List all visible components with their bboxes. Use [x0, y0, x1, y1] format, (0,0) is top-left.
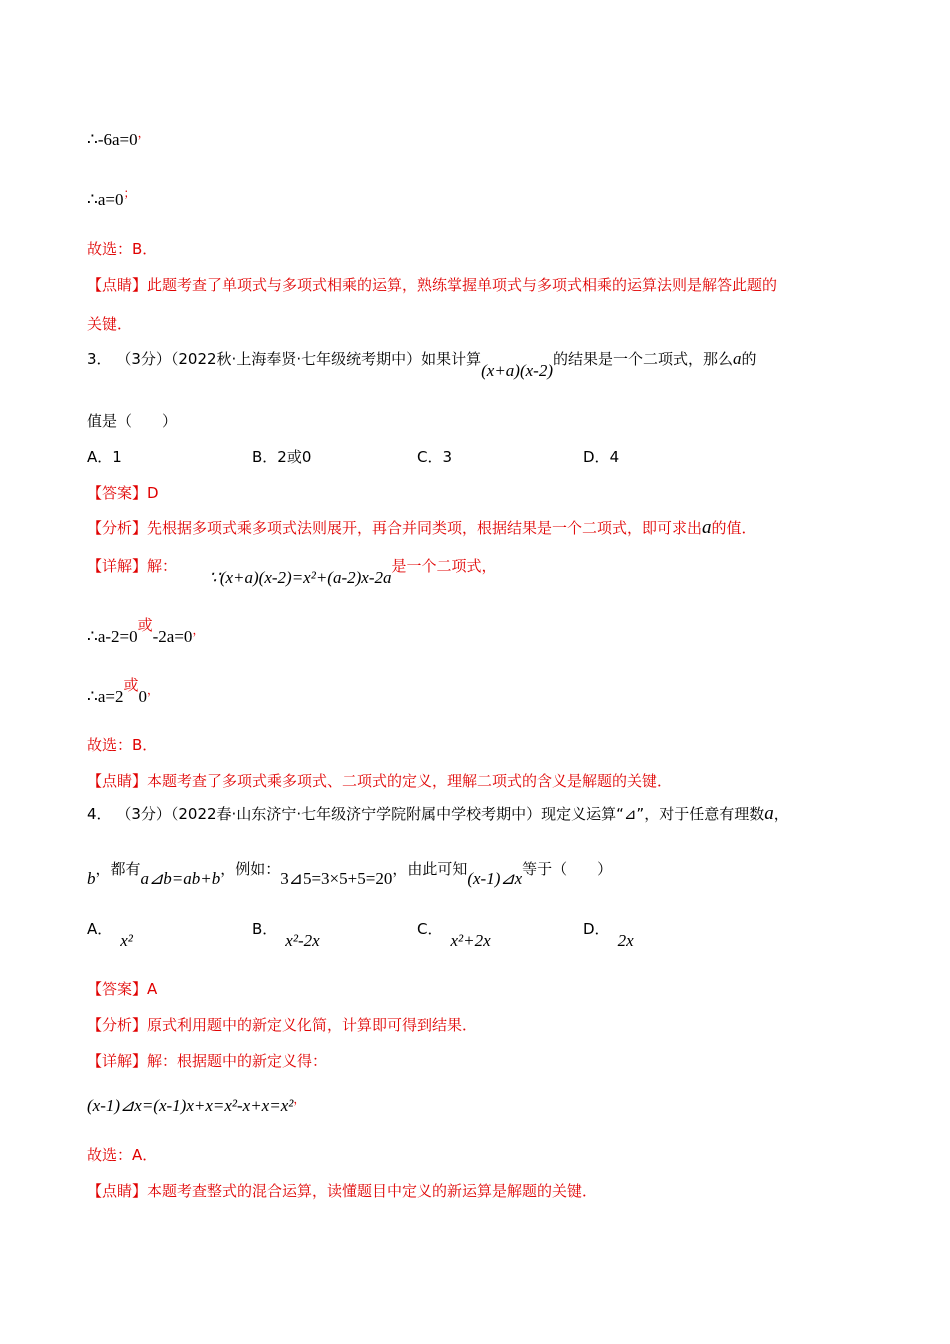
detail-text: 是一个二项式，	[391, 557, 497, 575]
detail-text: 解：	[147, 557, 178, 575]
stem-text: ，都有	[95, 860, 141, 878]
analysis-text: 的值．	[711, 519, 757, 537]
question-score: （3分）	[116, 350, 171, 368]
analysis-tag: 【分析】	[87, 1016, 148, 1034]
stem-text: 的结果是一个二项式，那么	[552, 350, 733, 368]
choose-line: 故选：A．	[87, 1146, 158, 1164]
choose-line: 故选：B．	[87, 736, 158, 754]
comment-line	[87, 770, 672, 791]
punct: ，	[146, 683, 159, 697]
comment-text: 此题考查了单项式与多项式相乘的运算，熟练掌握单项式与多项式相乘的运算法则是解答此题的	[147, 276, 778, 294]
step-line-1	[87, 126, 150, 150]
comment-line	[87, 274, 777, 295]
option-b[interactable]: B．x²-2x	[252, 920, 320, 950]
math-expression: ∴a-2=0	[87, 627, 138, 646]
stem-text: ，	[773, 805, 789, 823]
analysis-line	[87, 1014, 477, 1035]
variable: a	[764, 803, 774, 824]
analysis-text: 先根据多项式乘多项式法则展开，再合并同类项，根据结果是一个二项式，即可求出	[147, 519, 703, 537]
math-expression: 0	[138, 687, 147, 706]
question-number: 3．	[87, 350, 112, 368]
choose-line: 故选：B．	[87, 240, 158, 258]
answer-line	[87, 978, 157, 999]
step-line-4	[87, 676, 159, 707]
question-3-stem	[87, 348, 757, 380]
variable: a	[702, 517, 712, 538]
math-expression: ∴a=0	[87, 190, 124, 209]
detail-tag: 【详解】	[87, 557, 148, 575]
punct: ，	[192, 623, 205, 637]
option-c[interactable]: C．3	[417, 448, 453, 466]
answer-value: D	[147, 484, 159, 502]
math-expression: -2a=0	[152, 627, 193, 646]
comment-tag: 【点睛】	[87, 1182, 148, 1200]
comment-text: 本题考查了多项式乘多项式、二项式的定义，理解二项式的含义是解题的关键．	[147, 772, 673, 790]
math-expression: ∴-6a=0	[87, 130, 138, 149]
option-d[interactable]: D．4	[583, 448, 620, 466]
math-expression: 3⊿5=3×5+5=20	[280, 869, 393, 888]
variable: b	[87, 869, 96, 888]
detail-line	[87, 1050, 327, 1071]
option-b[interactable]: B．2或0	[252, 448, 312, 466]
math-expression: ∵(x+a)(x-2)=x²+(a-2)x-2a	[209, 568, 392, 587]
option-a[interactable]: A．x²	[87, 920, 133, 950]
comment-tag: 【点睛】	[87, 772, 148, 790]
math-expression: (x-1)⊿x=(x-1)x+x=x²-x+x=x²	[87, 1096, 294, 1115]
answer-tag: 【答案】	[87, 484, 148, 502]
answer-line	[87, 482, 159, 503]
stem-text: 现定义运算“⊿”，对于任意有理数	[541, 805, 765, 823]
punct: ；	[123, 186, 136, 200]
comment-line	[87, 1180, 597, 1201]
comment-continuation: 关键．	[87, 315, 133, 333]
step-line-2	[87, 186, 136, 210]
question-4-stem-continuation	[87, 858, 613, 888]
step-line-3	[87, 616, 205, 647]
question-3-stem-continuation: 值是（ ）	[87, 412, 178, 430]
stem-text: ，由此可知	[392, 860, 468, 878]
detail-text: 解：根据题中的新定义得：	[147, 1052, 328, 1070]
punct: ，	[293, 1092, 306, 1106]
question-score: （3分）	[116, 805, 171, 823]
question-4-stem	[87, 803, 789, 825]
stem-text: ，例如：	[220, 860, 281, 878]
math-expression: (x+a)(x-2)	[481, 361, 553, 380]
stem-text: 如果计算	[421, 350, 482, 368]
calc-line	[87, 1092, 306, 1116]
analysis-line	[87, 517, 757, 539]
analysis-text: 原式利用题中的新定义化简，计算即可得到结果．	[147, 1016, 478, 1034]
question-source: （2022春·山东济宁·七年级济宁学院附属中学校考期中）	[170, 805, 542, 823]
math-expression: ∴a=2	[87, 687, 124, 706]
comment-text: 本题考查整式的混合运算，读懂题目中定义的新运算是解题的关键．	[147, 1182, 598, 1200]
stem-text: 的	[741, 350, 757, 368]
answer-tag: 【答案】	[87, 980, 148, 998]
analysis-tag: 【分析】	[87, 519, 148, 537]
stem-text: 等于（ ）	[522, 860, 613, 878]
option-d[interactable]: D．2x	[583, 920, 634, 950]
math-expression: a⊿b=ab+b	[140, 869, 221, 888]
option-a[interactable]: A．1	[87, 448, 122, 466]
detail-line	[87, 555, 497, 587]
variable: a	[733, 349, 742, 368]
question-source: （2022秋·上海奉贤·七年级统考期中）	[170, 350, 422, 368]
answer-value: A	[147, 980, 158, 998]
detail-tag: 【详解】	[87, 1052, 148, 1070]
comment-tag: 【点睛】	[87, 276, 148, 294]
punct: ，	[137, 126, 150, 140]
math-expression: (x-1)⊿x	[467, 869, 523, 888]
or-word: 或	[137, 616, 153, 634]
or-word: 或	[123, 676, 139, 694]
option-c[interactable]: C．x²+2x	[417, 920, 491, 950]
question-number: 4．	[87, 805, 112, 823]
